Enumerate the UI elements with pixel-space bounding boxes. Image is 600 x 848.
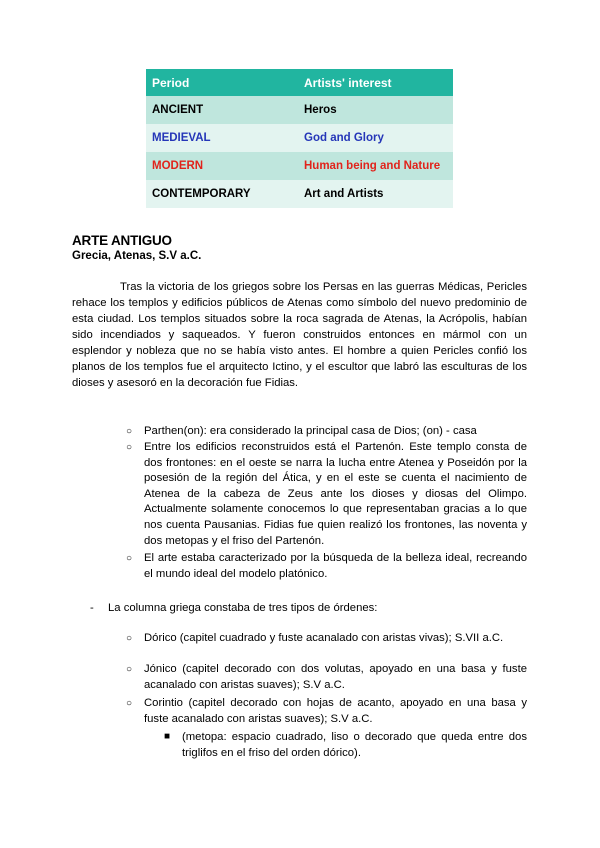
list-item <box>126 424 527 440</box>
header-period: Period <box>146 69 298 96</box>
list-item-text: (metopa: espacio cuadrado, liso o decorado que queda entre dos triglifos en el friso del orden dórico). <box>182 731 527 759</box>
table-row <box>146 96 453 124</box>
intro-paragraph: Tras la victoria de los griegos sobre los Persas en las guerras Médicas, Pericles rehace los templos y edificios públicos de Atenas como símbolo del nuevo predominio de esta ciudad. Los templos situados sobre la roca sagrada de Atenas, la Acrópolis, habían sido incendiados y saqueados. Y fueron construidos entonces en mármol con un esplendor y nobleza que no se había visto antes. El hombre a quien Pericles confió los planos de los templos fue el arquitecto Ictino, y el escultor que labró las esculturas de los dioses y asesoró en la decoración fue Fidias. <box>72 281 527 389</box>
list-item <box>164 730 527 761</box>
list-item <box>126 662 527 693</box>
header-interest: Artists' interest <box>298 69 453 96</box>
list-item-text: Dórico (capitel cuadrado y fuste acanalado con aristas vivas); S.VII a.C. <box>144 632 504 644</box>
section-subtitle: Grecia, Atenas, S.V a.C. <box>72 250 202 262</box>
periods-table <box>146 69 453 208</box>
circle-bullet-icon: ○ <box>126 553 133 564</box>
table-row <box>146 152 453 180</box>
table-header-row <box>146 69 453 96</box>
table-row <box>146 124 453 152</box>
period-cell: MODERN <box>146 152 298 180</box>
circle-bullet-icon: ○ <box>126 664 133 675</box>
list-item-text: Jónico (capitel decorado con dos volutas, apoyado en una basa y fuste acanalado con aristas suaves); S.V a.C. <box>144 663 527 691</box>
interest-cell: Heros <box>298 96 453 124</box>
list-item <box>126 631 527 647</box>
interest-cell: Human being and Nature <box>298 152 453 180</box>
square-bullet-icon: ■ <box>164 731 171 742</box>
interest-cell: Art and Artists <box>298 180 453 208</box>
table-row <box>146 180 453 208</box>
list-item <box>126 440 527 549</box>
dash-bullet-icon: - <box>90 602 94 614</box>
interest-cell: God and Glory <box>298 124 453 152</box>
list-item <box>126 696 527 727</box>
period-cell: CONTEMPORARY <box>146 180 298 208</box>
period-cell: ANCIENT <box>146 96 298 124</box>
list-item-text: Parthen(on): era considerado la principal casa de Dios; (on) - casa <box>144 425 477 437</box>
circle-bullet-icon: ○ <box>126 633 133 644</box>
list-item-text: Corintio (capitel decorado con hojas de acanto, apoyado en una basa y fuste acanalado con aristas suaves); S.V a.C. <box>144 697 527 725</box>
list-item <box>90 600 378 616</box>
section-title: ARTE ANTIGUO <box>72 233 172 248</box>
circle-bullet-icon: ○ <box>126 426 133 437</box>
circle-bullet-icon: ○ <box>126 442 133 453</box>
list-item-text: Entre los edificios reconstruidos está el Partenón. Este templo consta de dos frontones: en el oeste se narra la lucha entre Atenea y Poseidón por la posesión de la región del Ática, y en el este se cuenta el nacimiento de Atenea de la cabeza de Zeus ante los dioses y diosas del Olimpo. Actualmente solamente conocemos lo que representaban gracias a lo que nos cuenta Pausanias. Fidias fue quien realizó los frontones, las noventa y dos metopas y el friso del Partenón. <box>144 441 527 547</box>
period-cell: MEDIEVAL <box>146 124 298 152</box>
list-item <box>126 551 527 582</box>
list-item-text: El arte estaba caracterizado por la búsqueda de la belleza ideal, recreando el mundo ideal del modelo platónico. <box>144 552 527 580</box>
circle-bullet-icon: ○ <box>126 698 133 709</box>
list-item-text: La columna griega constaba de tres tipos de órdenes: <box>108 602 378 614</box>
